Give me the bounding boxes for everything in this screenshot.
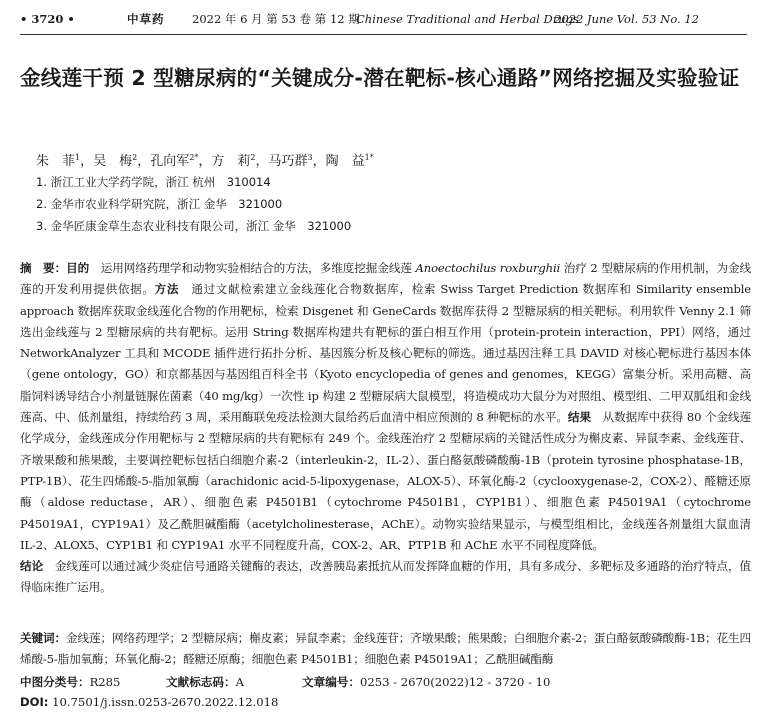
objective-text: 运用网络药理学和动物实验相结合的方法，多维度挖掘金线莲 xyxy=(89,261,416,275)
author-name: 马巧群 xyxy=(268,154,308,169)
author-affiliation-mark: 3 xyxy=(307,153,313,162)
author-name: 陶 益 xyxy=(325,154,365,169)
page-number: • 3720 • xyxy=(20,12,75,26)
clc-value: R285 xyxy=(89,675,121,689)
objective-text-cont: 治疗 2 型糖尿病的作用机制，为金线莲的开发利用提供依据。 xyxy=(20,261,751,297)
doc-code-label: 文献标志码： xyxy=(166,675,236,689)
doi-line xyxy=(20,692,278,712)
affiliation-1: 1. 浙江工业大学药学院，浙江 杭州 310014 xyxy=(36,175,271,189)
affiliation-2: 2. 金华市农业科学研究院，浙江 金华 321000 xyxy=(36,197,283,211)
results-label: 结果 xyxy=(567,410,591,425)
author-name: 方 莉 xyxy=(211,154,251,169)
author-affiliation-mark: 1* xyxy=(364,153,374,162)
author-affiliation-mark: 2 xyxy=(250,153,256,162)
author-name: 吴 梅 xyxy=(93,154,133,169)
journal-name-en: Chinese Traditional and Herbal Drugs xyxy=(356,12,579,26)
issue-date-cn: 2022 年 6 月 第 53 卷 第 12 期 xyxy=(192,12,360,26)
results-text: 从数据库中获得 80 个金线莲化学成分，金线莲成分作用靶标与 2 型糖尿病的共有靶标有 249 个。金线莲治疗 2 型糖尿病的关键活性成分为槲皮素、异鼠李素、金线莲苷、齐墩果酸和熊果酸，主要调控靶标包括白细胞介素-2（interleukin-2，IL-2）、蛋白酪氨酸磷酸酶-1B（protein tyrosine phosphatase-1B，PTP-1B）、花生四烯酸-5-脂加氧酶（arachidonic acid-5-lipoxygenase，ALOX-5）、环氧化酶-2（cyclooxygenase-2，COX-2）、醛糖还原酶（aldose reductase，AR）、细胞色素 P4501B1（cytochrome P4501B1，CYP1B1）、细胞色素 P45019A1（cytochrome P45019A1，CYP19A1）及乙酰胆碱酯酶（acetylcholinesterase，AChE）。动物实验结果显示，与模型组相比，金线莲各剂量组大鼠血清 IL-2、ALOX5、CYP1B1 和 CYP19A1 水平不同程度升高，COX-2、AR、PTP1B 和 AChE 水平不同程度降低。 xyxy=(20,410,752,552)
author-affiliation-mark: 1 xyxy=(75,153,81,162)
conclusion-text: 金线莲可以通过减少炎症信号通路关键酶的表达，改善胰岛素抵抗从而发挥降血糖的作用，具有多成分、多靶标及多通路的治疗特点，值得临床推广运用。 xyxy=(20,559,752,595)
species-name: Anoectochilus roxburghii xyxy=(415,261,561,275)
keywords-text: 金线莲；网络药理学；2 型糖尿病；槲皮素；异鼠李素；金线莲苷；齐墩果酸；熊果酸；白细胞介素-2；蛋白酪氨酸磷酸酶-1B；花生四烯酸-5-脂加氧酶；环氧化酶-2；醛糖还原酶；细胞色素 P4501B1；细胞色素 P45019A1；乙酰胆碱酯酶 xyxy=(20,631,751,667)
header-divider xyxy=(20,34,747,35)
author-name: 孔向军 xyxy=(150,154,190,169)
affiliation-3: 3. 金华匠康金草生态农业科技有限公司，浙江 金华 321000 xyxy=(36,219,352,233)
author-name: 朱 菲 xyxy=(36,154,76,169)
article-number-value: 0253 - 2670(2022)12 - 3720 - 10 xyxy=(359,675,551,689)
author-list: 朱 菲$^1$，吴 梅$^2$，孔向军$^{2*}$，方 莉$^2$，马巧群$^3$，陶 益$^{1*}$ xyxy=(36,153,374,169)
paper-title: 金线莲干预 2 型糖尿病的“关键成分-潜在靶标-核心通路”网络挖掘及实验验证 xyxy=(20,66,740,90)
issue-date-en: 2022 June Vol. 53 No. 12 xyxy=(554,12,699,26)
author-affiliation-mark: 2 xyxy=(132,153,138,162)
journal-name-cn: 中草药 xyxy=(127,12,165,26)
doc-code-value: A xyxy=(235,675,244,689)
clc-label: 中图分类号： xyxy=(20,675,90,689)
methods-label: 方法 xyxy=(154,282,180,297)
article-number xyxy=(302,672,550,692)
doi-label: DOI: xyxy=(20,695,49,709)
article-number-label: 文章编号： xyxy=(302,675,360,689)
running-header xyxy=(20,10,746,28)
methods-text: 通过文献检索建立金线莲化合物数据库，检索 Swiss Target Prediction 数据库和 Similarity ensemble approach 数据库获取金线莲化合物的作用靶标，检索 Disgenet 和 GeneCards 数据库获得 2 型糖尿病的相关靶标。利用软件 Venny 2.1 筛选出金线莲与 2 型糖尿病的共有靶标。运用 String 数据库构建共有靶标的蛋白相互作用（protein-protein interaction，PPI）网络，通过 NetworkAnalyzer 工具和 MCODE 插件进行拓扑分析、基因簇分析及核心靶标的筛选。通过基因注释工具 DAVID 对核心靶标进行基因本体（gene ontology，GO）和京都基因与基因组百科全书（Kyoto encyclopedia of genes and genomes，KEGG）富集分析。采用高糖、高脂饲料诱导结合小剂量链脲佐菌素（40 mg/kg）一次性 ip 构建 2 型糖尿病大鼠模型，将造模成功大鼠分为对照组、模型组、二甲双胍组和金线莲高、中、低剂量组，持续给药 3 周，采用酶联免疫法检测大鼠给药后血清中相应预测的 8 种靶标的水平。 xyxy=(20,282,752,425)
doi-value: 10.7501/j.issn.0253-2670.2022.12.018 xyxy=(48,695,279,709)
conclusion-label: 结论 xyxy=(20,559,44,574)
author-affiliation-mark: 2* xyxy=(189,153,199,162)
abstract-label: 摘 要： xyxy=(20,261,67,275)
keywords xyxy=(20,628,751,671)
document-code xyxy=(166,672,244,692)
keywords-label: 关键词： xyxy=(20,631,66,645)
clc-number xyxy=(20,672,120,692)
objective-label: 目的 xyxy=(66,261,90,275)
abstract xyxy=(20,258,751,599)
